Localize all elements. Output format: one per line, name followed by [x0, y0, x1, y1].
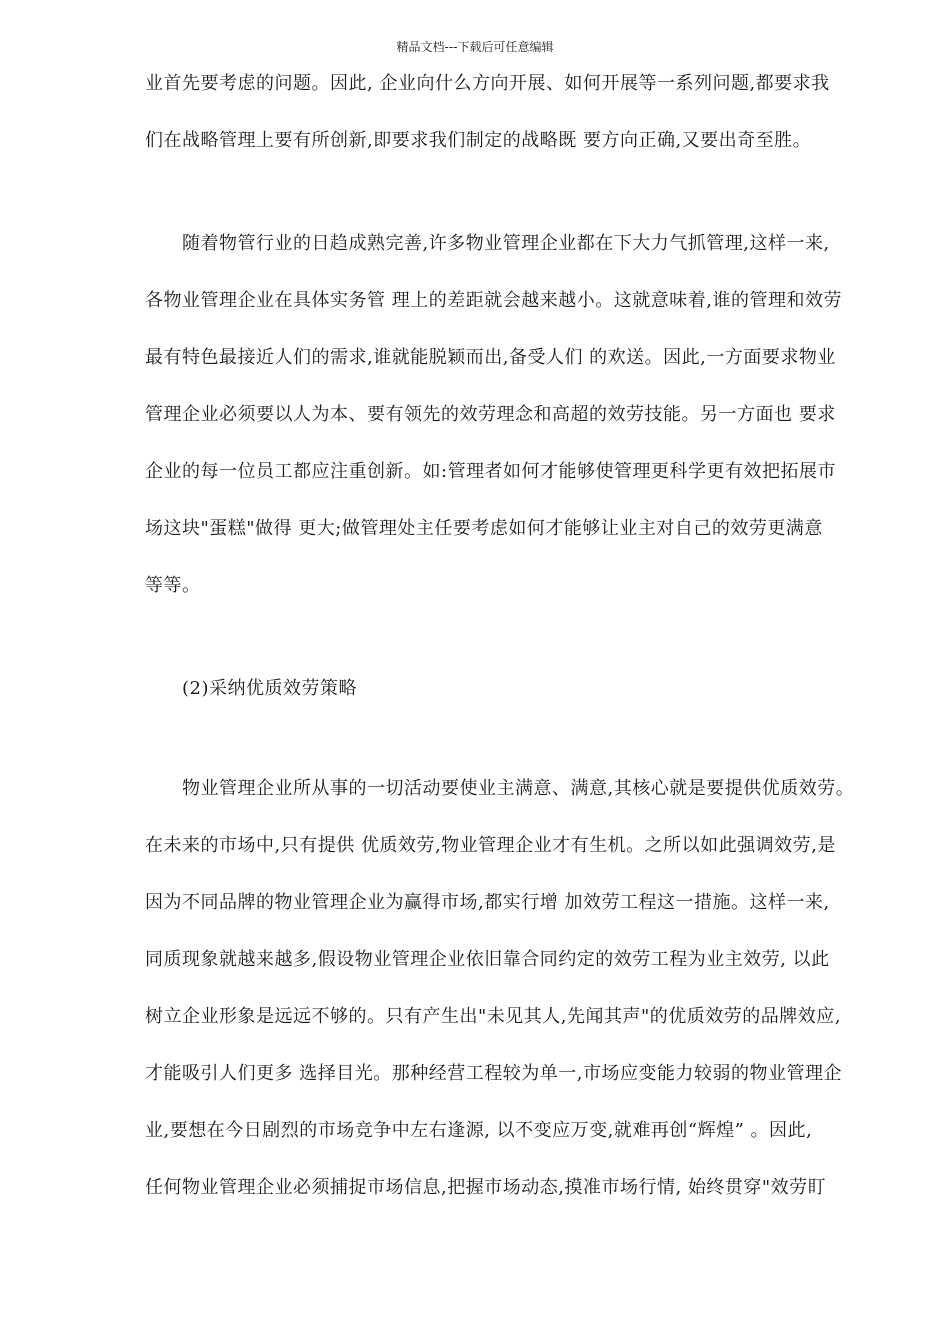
- text-line: 企业的每一位员工都应注重创新。如:管理者如何才能够使管理更科学更有效把拓展市: [145, 461, 837, 482]
- text-line: 同质现象就越来越多,假设物业管理企业依旧靠合同约定的效劳工程为业主效劳, 以此: [145, 949, 830, 970]
- text-line: 在未来的市场中,只有提供 优质效劳,物业管理企业才有生机。之所以如此强调效劳,是: [145, 835, 836, 856]
- text-line: 物业管理企业所从事的一切活动要使业主满意、满意,其核心就是要提供优质效劳。: [182, 778, 855, 799]
- text-line: 随着物管行业的日趋成熟完善,许多物业管理企业都在下大力气抓管理,这样一来,: [182, 233, 830, 254]
- text-line: 因为不同品牌的物业管理企业为赢得市场,都实行增 加效劳工程这一措施。这样一来,: [145, 892, 830, 913]
- text-line: 场这块"蛋糕"做得 更大;做管理处主任要考虑如何才能够让业主对自己的效劳更满意: [145, 518, 823, 539]
- text-line: 业,要想在今日剧烈的市场竞争中左右逢源, 以不变应万变,就难再创“辉煌” 。因此,: [145, 1120, 813, 1141]
- section-heading: (2)采纳优质效劳策略: [182, 678, 357, 699]
- text-line: 管理企业必须要以人为本、要有领先的效劳理念和高超的效劳技能。另一方面也 要求: [145, 404, 836, 425]
- text-line: 树立企业形象是远远不够的。只有产生出"未见其人,先闻其声"的优质效劳的品牌效应,: [145, 1006, 841, 1027]
- text-line: 业首先要考虑的问题。因此, 企业向什么方向开展、如何开展等一系列问题,都要求我: [145, 73, 830, 94]
- text-line: 任何物业管理企业必须捕捉市场信息,把握市场动态,摸准市场行情, 始终贯穿"效劳盯: [145, 1177, 827, 1198]
- page-header: 精品文档---下载后可任意编辑: [396, 40, 554, 54]
- text-line: 才能吸引人们更多 选择目光。那种经营工程较为单一,市场应变能力较弱的物业管理企: [145, 1063, 842, 1084]
- text-line: 各物业管理企业在具体实务管 理上的差距就会越来越小。这就意味着,谁的管理和效劳: [145, 290, 842, 311]
- text-line: 们在战略管理上要有所创新,即要求我们制定的战略既 要方向正确,又要出奇至胜。: [145, 130, 812, 151]
- text-line: 等等。: [145, 575, 201, 596]
- text-line: 最有特色最接近人们的需求,谁就能脱颖而出,备受人们 的欢送。因此,一方面要求物业: [145, 347, 836, 368]
